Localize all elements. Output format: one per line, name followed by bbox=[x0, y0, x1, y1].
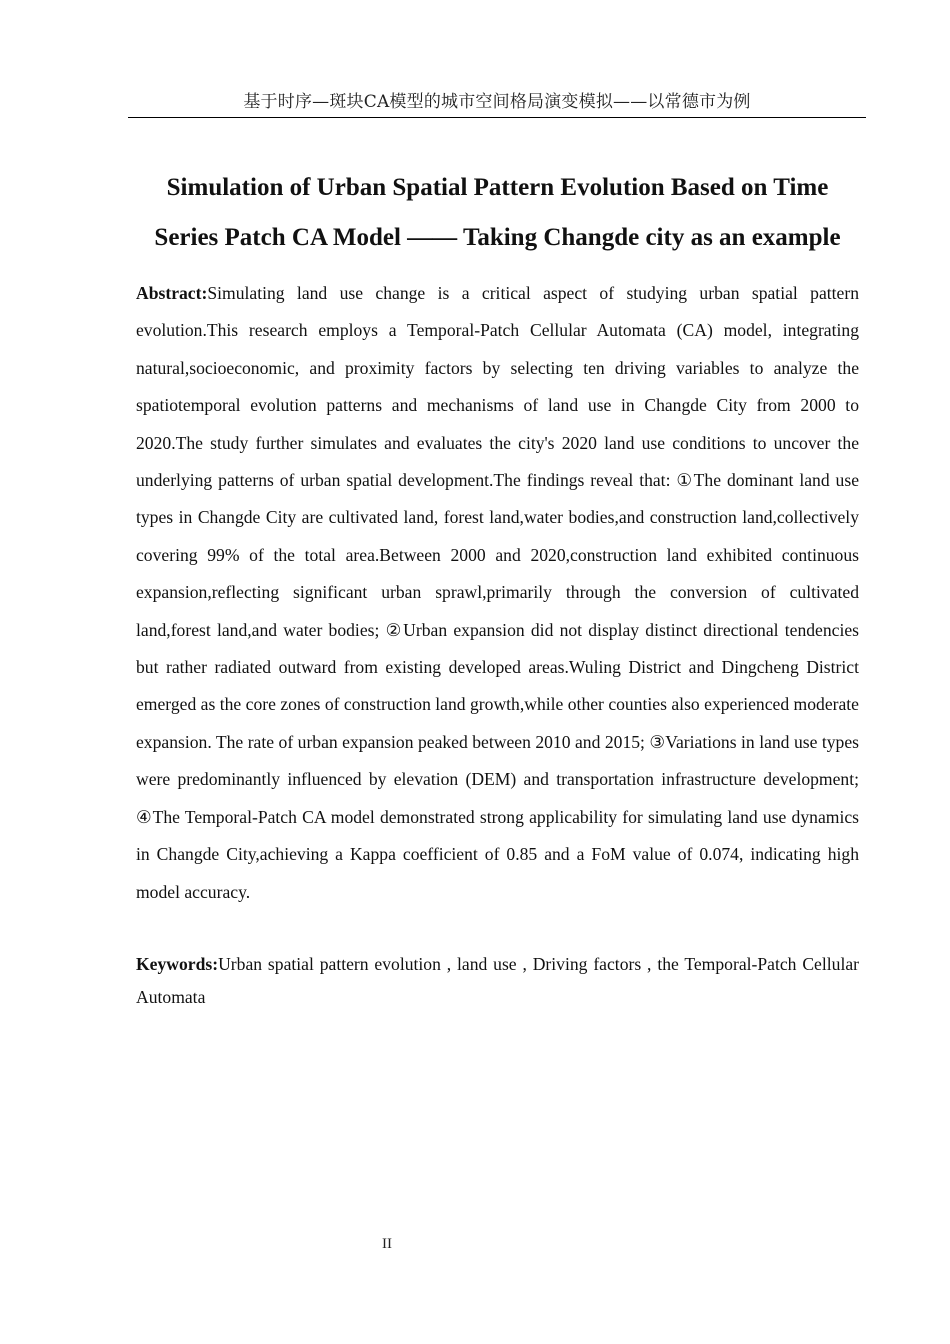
keywords-paragraph bbox=[136, 948, 859, 1014]
abstract-label: Abstract: bbox=[136, 283, 208, 303]
paper-title-line-1: Simulation of Urban Spatial Pattern Evolution Based on Time bbox=[166, 174, 829, 201]
paper-title bbox=[120, 163, 875, 263]
abstract-text: Simulating land use change is a critical aspect of studying urban spatial pattern evolution.This research employs a Temporal-Patch Cellular Automata (CA) model, integrating natural,socioeconomic, and proximity factors by selecting ten driving variables to analyze the spatiotemporal evolution patterns and mechanisms of land use in Changde City from 2000 to 2020.The study further simulates and evaluates the city's 2020 land use conditions to uncover the underlying patterns of urban spatial development.The findings reveal that: ①The dominant land use types in Changde City are cultivated land, forest land,water bodies,and construction land,collectively covering 99% of the total area.Between 2000 and 2020,construction land exhibited continuous expansion,reflecting significant urban sprawl,primarily through the conversion of cultivated land,forest land,and water bodies; ②Urban expansion did not display distinct directional tendencies but rather radiated outward from existing developed areas.Wuling District and Dingcheng District emerged as the core zones of construction land growth,while other counties also experienced moderate expansion. The rate of urban expansion peaked between 2010 and 2015; ③Variations in land use types were predominantly influenced by elevation (DEM) and transportation infrastructure development; ④The Temporal-Patch CA model demonstrated strong applicability for simulating land use dynamics in Changde City,achieving a Kappa coefficient of 0.85 and a FoM value of 0.074, indicating high model accuracy. bbox=[136, 283, 859, 902]
keywords-label: Keywords: bbox=[136, 954, 219, 974]
paper-title-line-2: Series Patch CA Model —— Taking Changde city as an example bbox=[154, 224, 841, 251]
page-number: II bbox=[382, 1236, 392, 1252]
keywords-text: Urban spatial pattern evolution , land use , Driving factors , the Temporal-Patch Cellular Automata bbox=[136, 954, 859, 1007]
running-header: 基于时序—斑块CA模型的城市空间格局演变模拟——以常德市为例 bbox=[128, 90, 866, 118]
abstract-paragraph bbox=[136, 275, 859, 911]
